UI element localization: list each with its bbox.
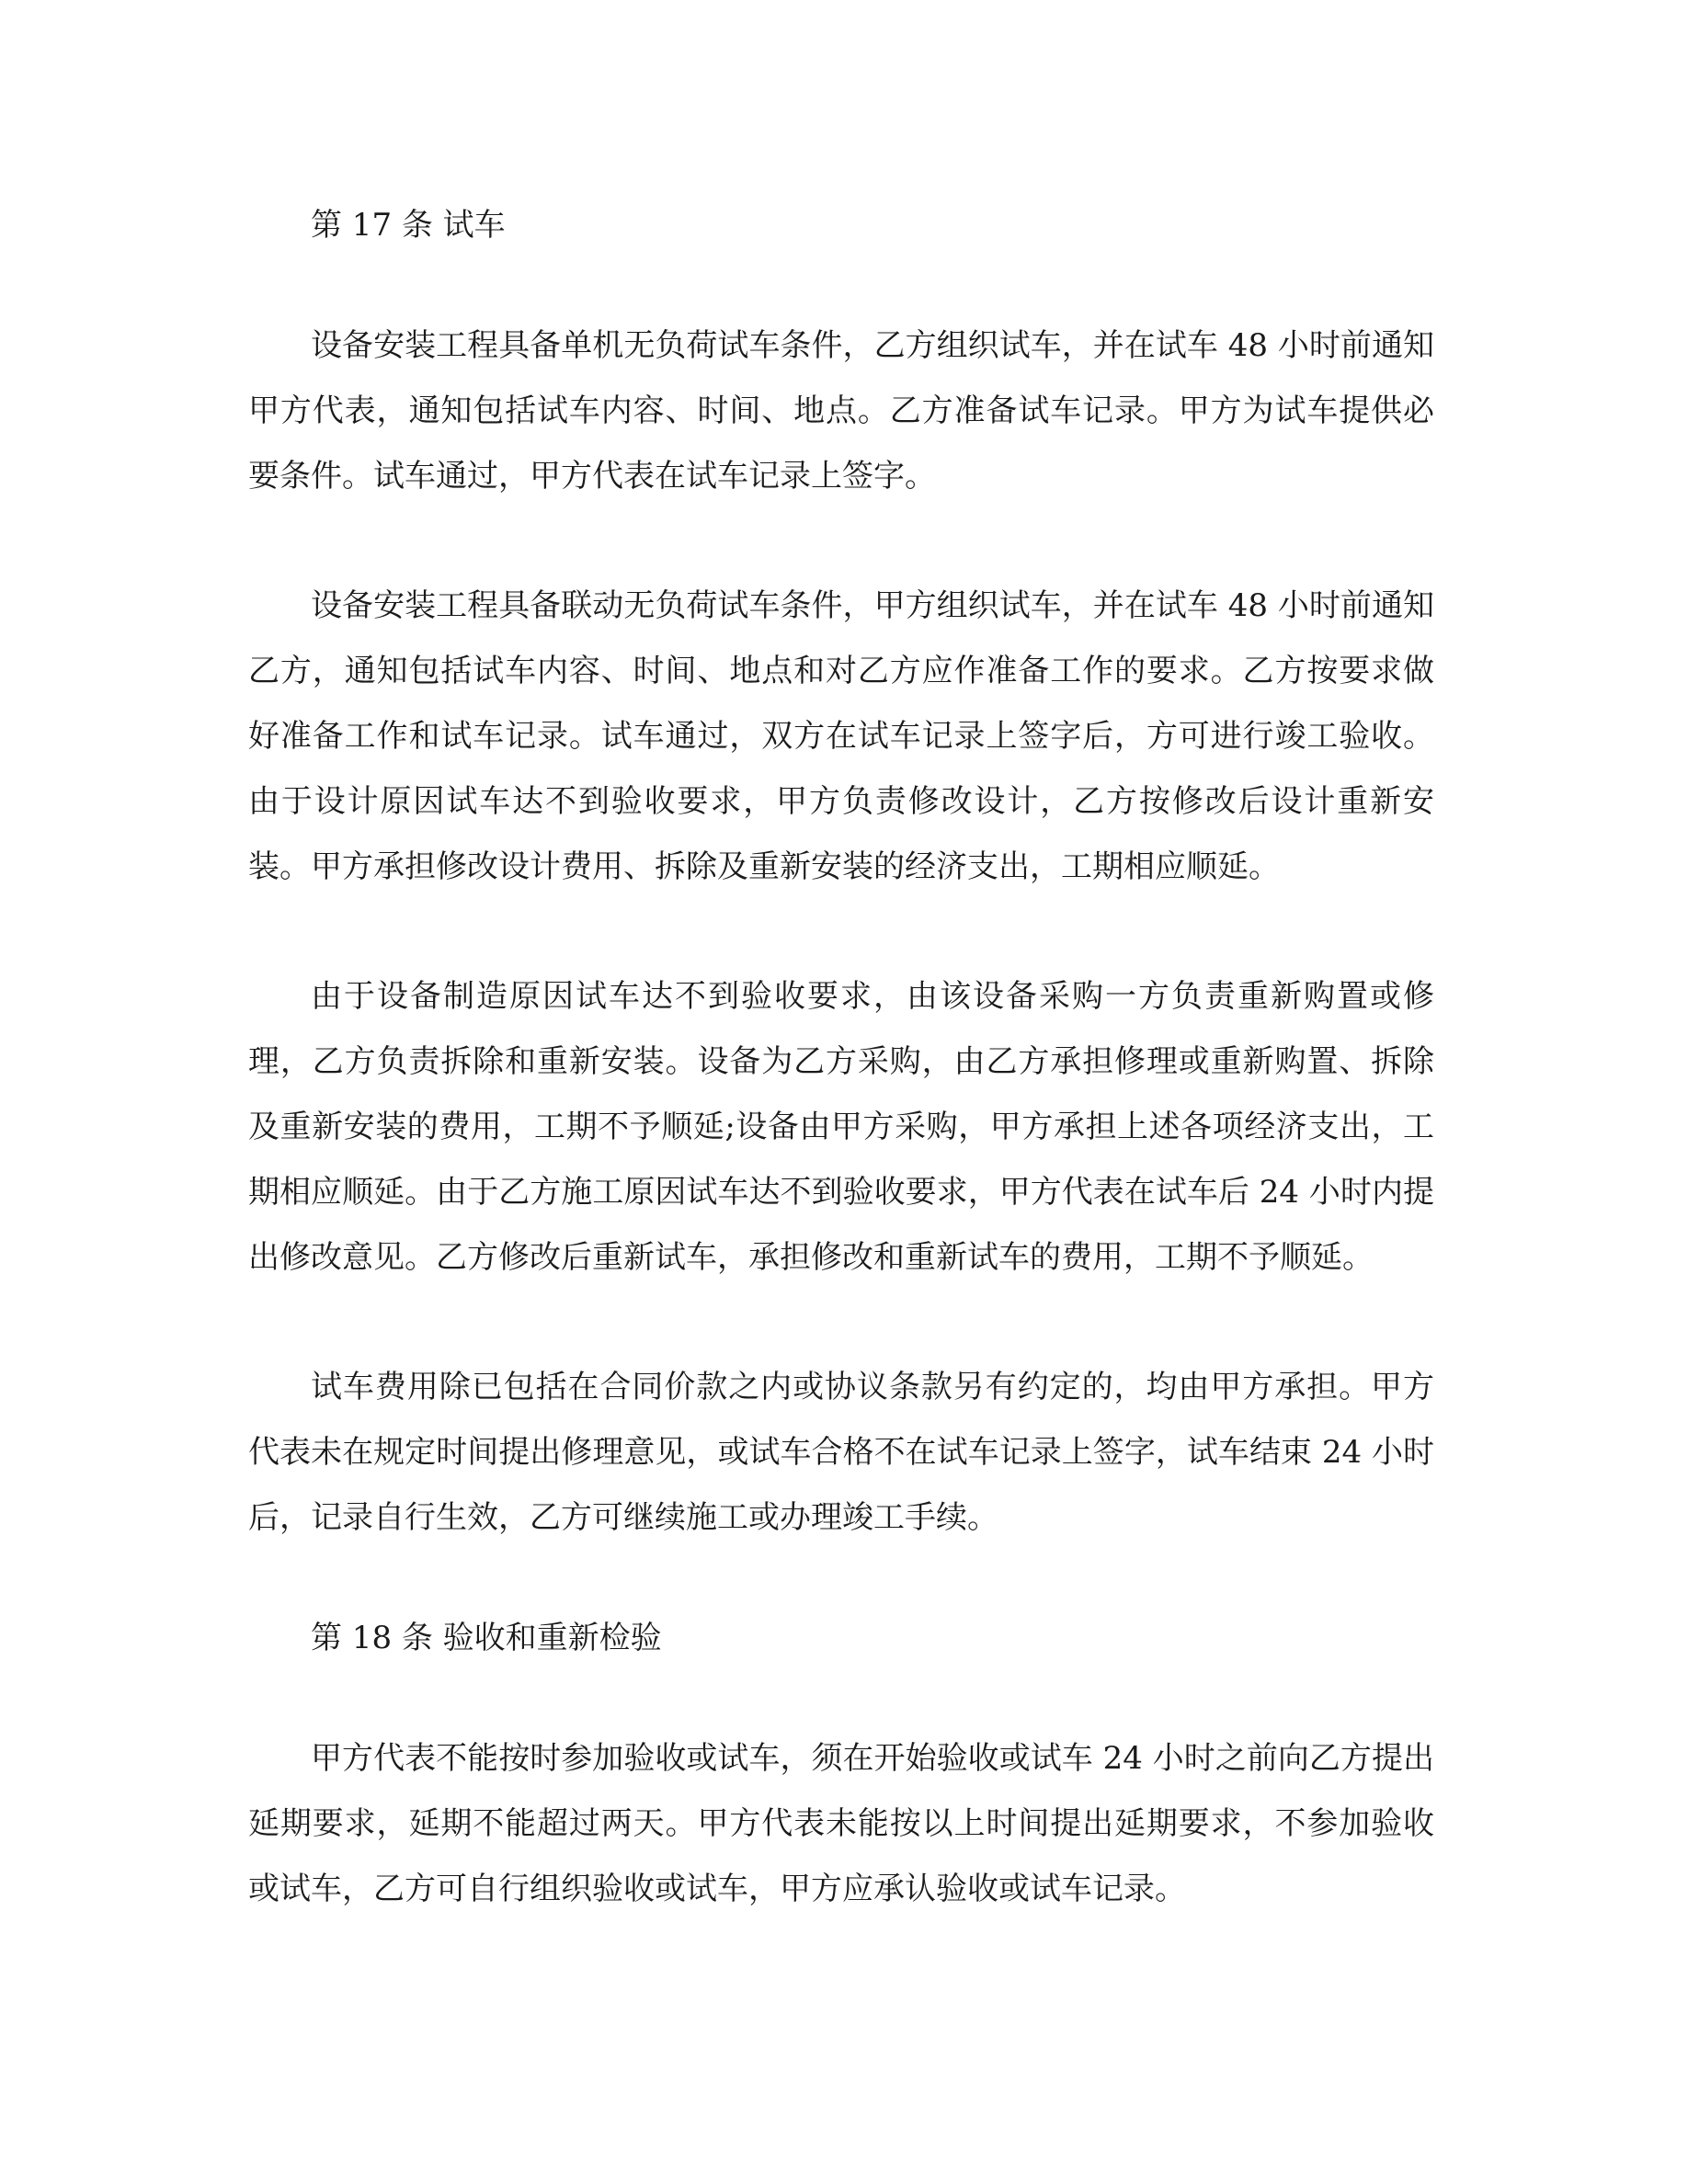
article-17-heading: 第 17 条 试车 [311, 207, 506, 244]
article-17-paragraph-3: 由于设备制造原因试车达不到验收要求，由该设备采购一方负责重新购置或修理，乙方负责拆除和重新安装。设备为乙方采购，由乙方承担修理或重新购置、拆除及重新安装的费用，工期不予顺延;设备由甲方采购，甲方承担上述各项经济支出，工期相应顺延。由于乙方施工原因试车达不到验收要求，甲方代表在试车后 24 小时内提出修改意见。乙方修改后重新试车，承担修改和重新试车的费用，工期不予顺延。 [248, 978, 1434, 1276]
article-17-paragraph-4: 试车费用除已包括在合同价款之内或协议条款另有约定的，均由甲方承担。甲方代表未在规定时间提出修理意见，或试车合格不在试车记录上签字，试车结束 24 小时后，记录自行生效，乙方可继续施工或办理竣工手续。 [248, 1369, 1434, 1536]
article-18-paragraph-1: 甲方代表不能按时参加验收或试车，须在开始验收或试车 24 小时之前向乙方提出延期要求，延期不能超过两天。甲方代表未能按以上时间提出延期要求，不参加验收或试车，乙方可自行组织验收或试车，甲方应承认验收或试车记录。 [248, 1740, 1434, 1907]
document-body [248, 193, 1434, 1922]
article-17-paragraph-1: 设备安装工程具备单机无负荷试车条件，乙方组织试车，并在试车 48 小时前通知甲方代表，通知包括试车内容、时间、地点。乙方准备试车记录。甲方为试车提供必要条件。试车通过，甲方代表在试车记录上签字。 [248, 327, 1434, 495]
article-17-paragraph-2: 设备安装工程具备联动无负荷试车条件，甲方组织试车，并在试车 48 小时前通知乙方，通知包括试车内容、时间、地点和对乙方应作准备工作的要求。乙方按要求做好准备工作和试车记录。试车通过，双方在试车记录上签字后，方可进行竣工验收。由于设计原因试车达不到验收要求，甲方负责修改设计，乙方按修改后设计重新安装。甲方承担修改设计费用、拆除及重新安装的经济支出，工期相应顺延。 [248, 587, 1434, 885]
article-18-heading: 第 18 条 验收和重新检验 [311, 1620, 662, 1656]
